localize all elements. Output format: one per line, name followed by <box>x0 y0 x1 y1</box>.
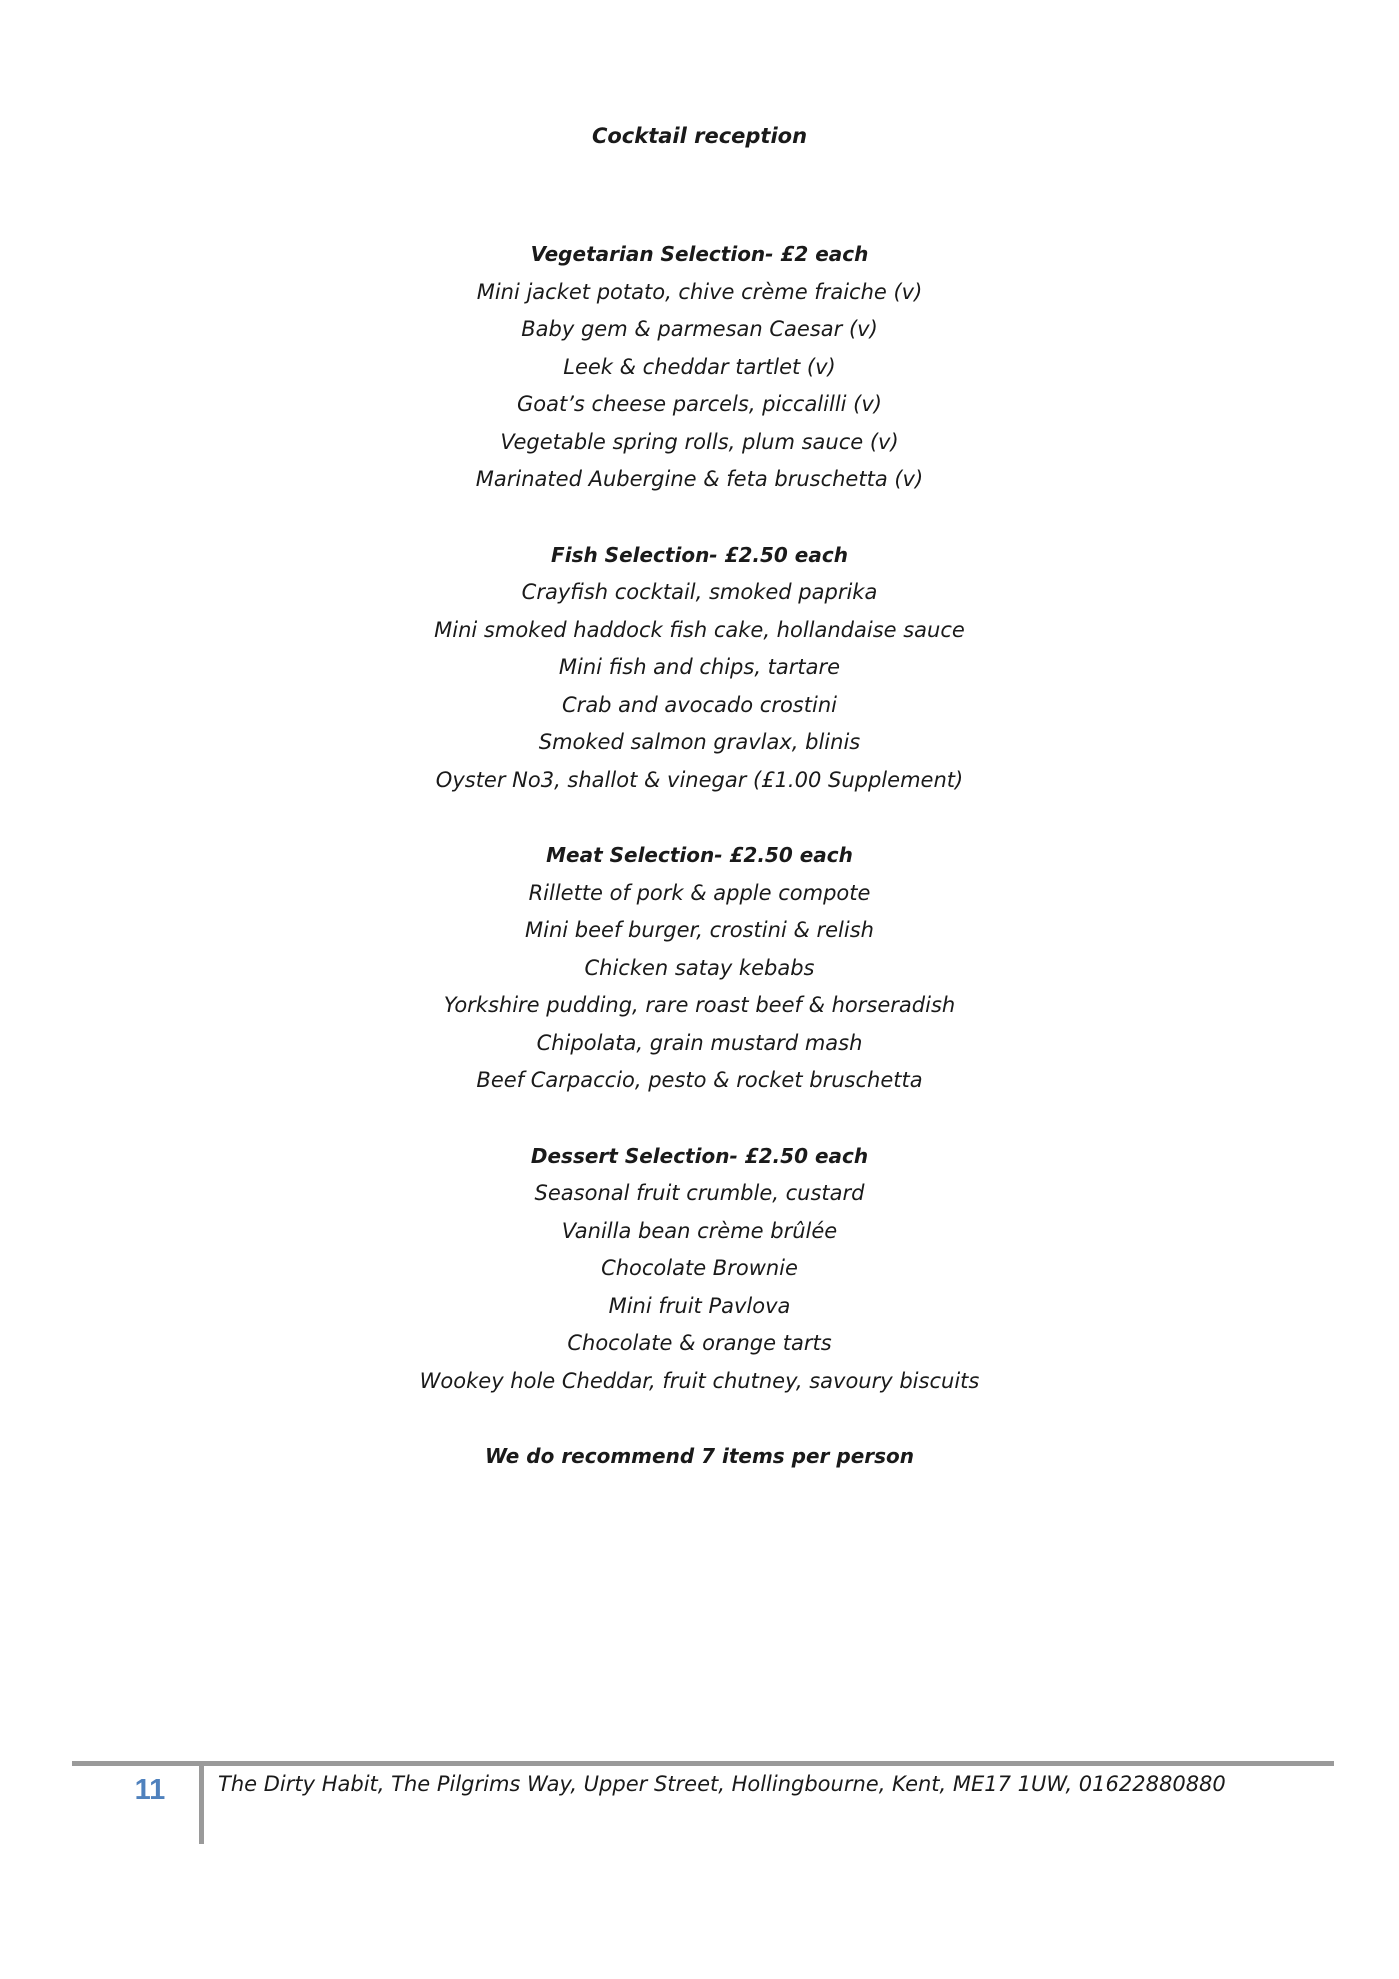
menu-item: Goat’s cheese parcels, piccalilli (v) <box>517 392 882 416</box>
menu-item: Yorkshire pudding, rare roast beef & horseradish <box>443 993 956 1017</box>
section-heading: Dessert Selection- £2.50 each <box>530 1143 869 1168</box>
menu-item: Wookey hole Cheddar, fruit chutney, savoury biscuits <box>419 1368 980 1393</box>
footer-address: The Dirty Habit, The Pilgrims Way, Upper Street, Hollingbourne, Kent, ME17 1UW, 01622880880 <box>218 1772 1226 1796</box>
section-meat <box>0 837 1399 1100</box>
recommendation-note: We do recommend 7 items per person <box>484 1444 914 1468</box>
menu-item: Oyster No3, shallot & vinegar (£1.00 Supplement) <box>435 767 964 792</box>
menu-item: Mini smoked haddock fish cake, hollandaise sauce <box>434 617 965 642</box>
menu-item: Beef Carpaccio, pesto & rocket bruschetta <box>476 1068 923 1092</box>
menu-item: Chicken satay kebabs <box>584 955 815 980</box>
menu-item: Crayfish cocktail, smoked paprika <box>521 580 878 604</box>
menu-item: Smoked salmon gravlax, blinis <box>538 730 861 754</box>
menu-item: Chipolata, grain mustard mash <box>536 1030 863 1055</box>
menu-list <box>0 236 1399 1476</box>
section-vegetarian <box>0 236 1399 499</box>
menu-item: Vanilla bean crème brûlée <box>561 1218 838 1243</box>
menu-item: Mini fruit Pavlova <box>608 1293 791 1318</box>
menu-item: Chocolate Brownie <box>601 1256 798 1280</box>
menu-item: Vegetable spring rolls, plum sauce (v) <box>500 429 899 454</box>
menu-item: Leek & cheddar tartlet (v) <box>563 354 836 379</box>
section-dessert <box>0 1138 1399 1401</box>
menu-item: Mini fish and chips, tartare <box>558 655 841 679</box>
footer-divider <box>199 1766 204 1844</box>
menu-item: Chocolate & orange tarts <box>567 1331 832 1355</box>
menu-item: Rillette of pork & apple compote <box>528 880 871 905</box>
menu-item: Mini beef burger, crostini & relish <box>525 918 874 942</box>
menu-item: Marinated Aubergine & feta bruschetta (v) <box>475 467 924 491</box>
section-heading: Vegetarian Selection- £2 each <box>530 242 869 266</box>
menu-item: Crab and avocado crostini <box>562 692 837 717</box>
page-number: 11 <box>134 1774 166 1806</box>
section-heading: Fish Selection- £2.50 each <box>551 542 848 567</box>
menu-item: Mini jacket potato, chive crème fraiche (v) <box>476 279 923 304</box>
menu-item: Baby gem & parmesan Caesar (v) <box>521 317 878 341</box>
section-fish <box>0 537 1399 800</box>
menu-item: Seasonal fruit crumble, custard <box>534 1181 865 1205</box>
page-title: Cocktail reception <box>591 124 808 148</box>
footer-rule <box>72 1761 1334 1766</box>
section-heading: Meat Selection- £2.50 each <box>546 843 853 867</box>
